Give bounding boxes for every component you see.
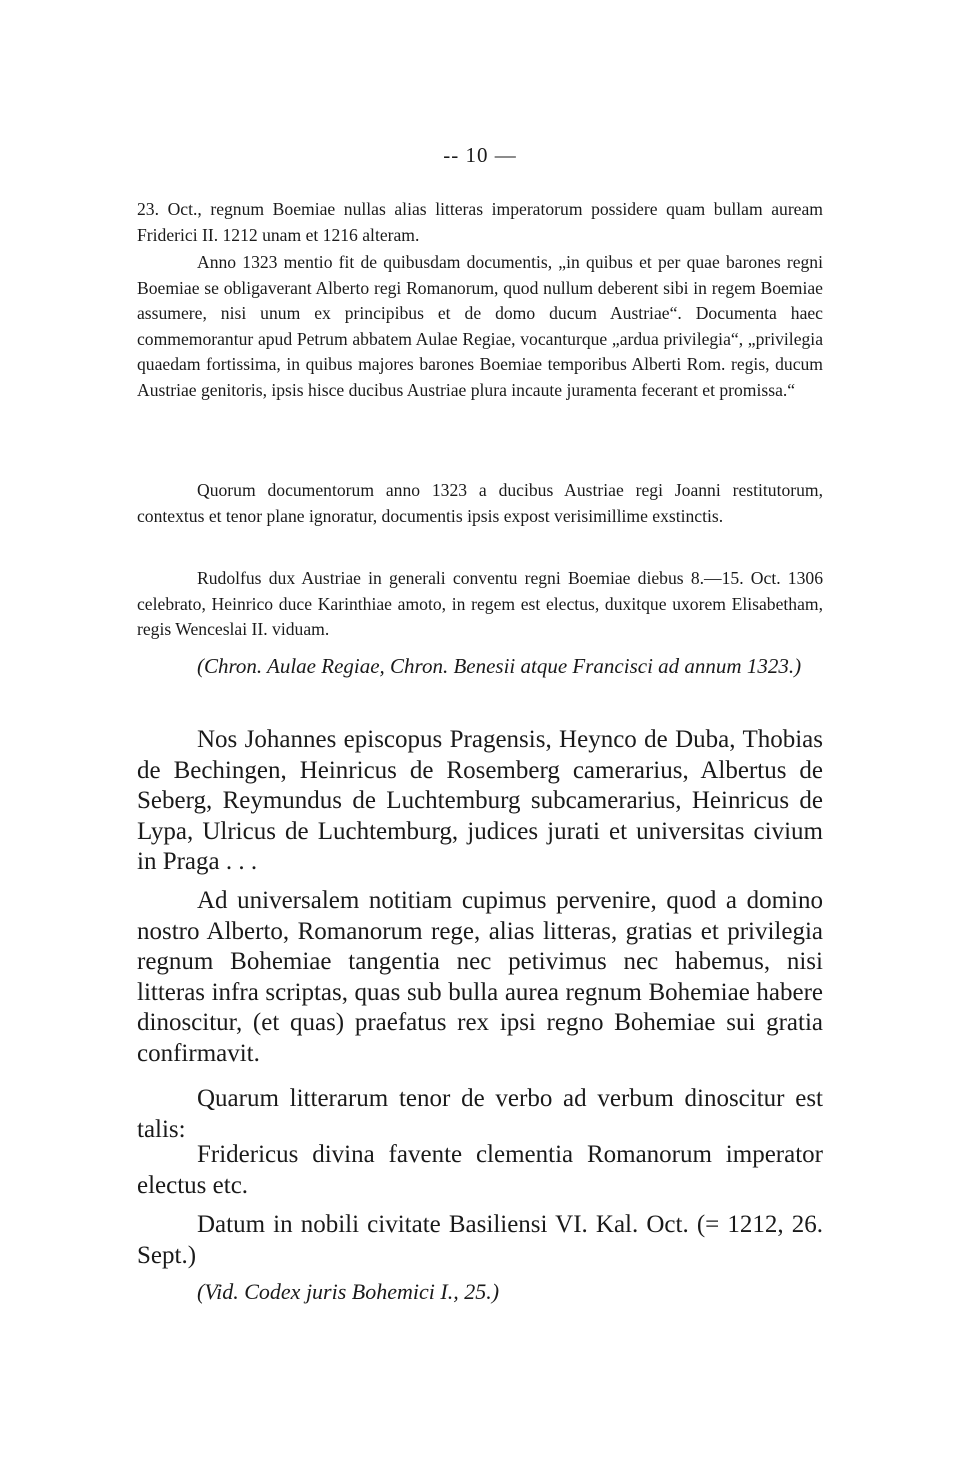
paragraph-fridericus xyxy=(137,1140,823,1201)
paragraph-quarum xyxy=(137,1084,823,1145)
paragraph-text: Nos Johannes episcopus Pragensis, Heynco de Duba, Thobias de Bechingen, Heinricus de Rosemberg camerarius, Albertus de Seberg, Reymundus de Luchtemburg subcamerarius, Heinricus de Lypa, Ulricus de Luchtemburg, judices jurati et universitas civium in Praga . . . xyxy=(137,726,823,876)
paragraph-nos-johannes xyxy=(137,725,823,878)
paragraph-rudolfus xyxy=(137,566,823,643)
paragraph-anno-1323 xyxy=(137,250,823,403)
paragraph-quorum xyxy=(137,478,823,529)
citation-codex xyxy=(137,1277,823,1308)
paragraph-continuation xyxy=(137,197,823,248)
paragraph-ad-universalem xyxy=(137,886,823,1070)
paragraph-text: 23. Oct., regnum Boemiae nullas alias litteras imperatorum possidere quam bullam auream Friderici II. 1212 unam et 1216 alteram. xyxy=(137,199,823,245)
citation-chronicle xyxy=(137,652,823,681)
page-number: -- 10 — xyxy=(443,143,517,167)
paragraph-datum xyxy=(137,1210,823,1271)
paragraph-text: Anno 1323 mentio fit de quibusdam documentis, „in quibus et per quae barones regni Boemiae se obligaverant Alberto regi Romanorum, quod nullum deberent sibi in regem Boemiae assumere, nisi unum ex principibus et de domo ducum Austriae“. Documenta haec commemorantur apud Petrum abbatem Aulae Regiae, vocanturque „ardua privilegia“, „privilegia quaedam fortissima, in quibus majores barones Boemiae temporibus Alberti Rom. regis, ducum Austriae genitoris, ipsis hisce ducibus Austriae plura incaute juramenta fecerant et promissa.“ xyxy=(137,252,823,400)
paragraph-text: Quarum litterarum tenor de verbo ad verbum dinoscitur est talis: xyxy=(137,1085,823,1143)
paragraph-text: Fridericus divina favente clementia Romanorum imperator electus etc. xyxy=(137,1141,823,1199)
paragraph-text: Rudolfus dux Austriae in generali conventu regni Boemiae diebus 8.—15. Oct. 1306 celebrato, Heinrico duce Karinthiae amoto, in regem est electus, duxitque uxorem Elisabetham, regis Wenceslai II. viduam. xyxy=(137,568,823,639)
paragraph-text: Quorum documentorum anno 1323 a ducibus Austriae regi Joanni restitutorum, contextus et tenor plane ignoratur, documentis ipsis expost verisimillime exstinctis. xyxy=(137,480,823,526)
citation-text: (Chron. Aulae Regiae, Chron. Benesii atque Francisci ad annum 1323.) xyxy=(197,654,802,678)
citation-text: (Vid. Codex juris Bohemici I., 25.) xyxy=(197,1279,500,1304)
paragraph-text: Datum in nobili civitate Basiliensi VI. Kal. Oct. (= 1212, 26. Sept.) xyxy=(137,1211,823,1269)
paragraph-text: Ad universalem notitiam cupimus pervenire, quod a domino nostro Alberto, Romanorum rege, alias litteras, gratias et privilegia regnum Bohemiae tangentia nec petivimus nec habemus, nisi litteras infra scriptas, quas sub bulla aurea regnum Bohemiae habere dinoscitur, (et quas) praefatus rex ipsi regno Bohemiae sui gratia confirmavit. xyxy=(137,887,823,1067)
